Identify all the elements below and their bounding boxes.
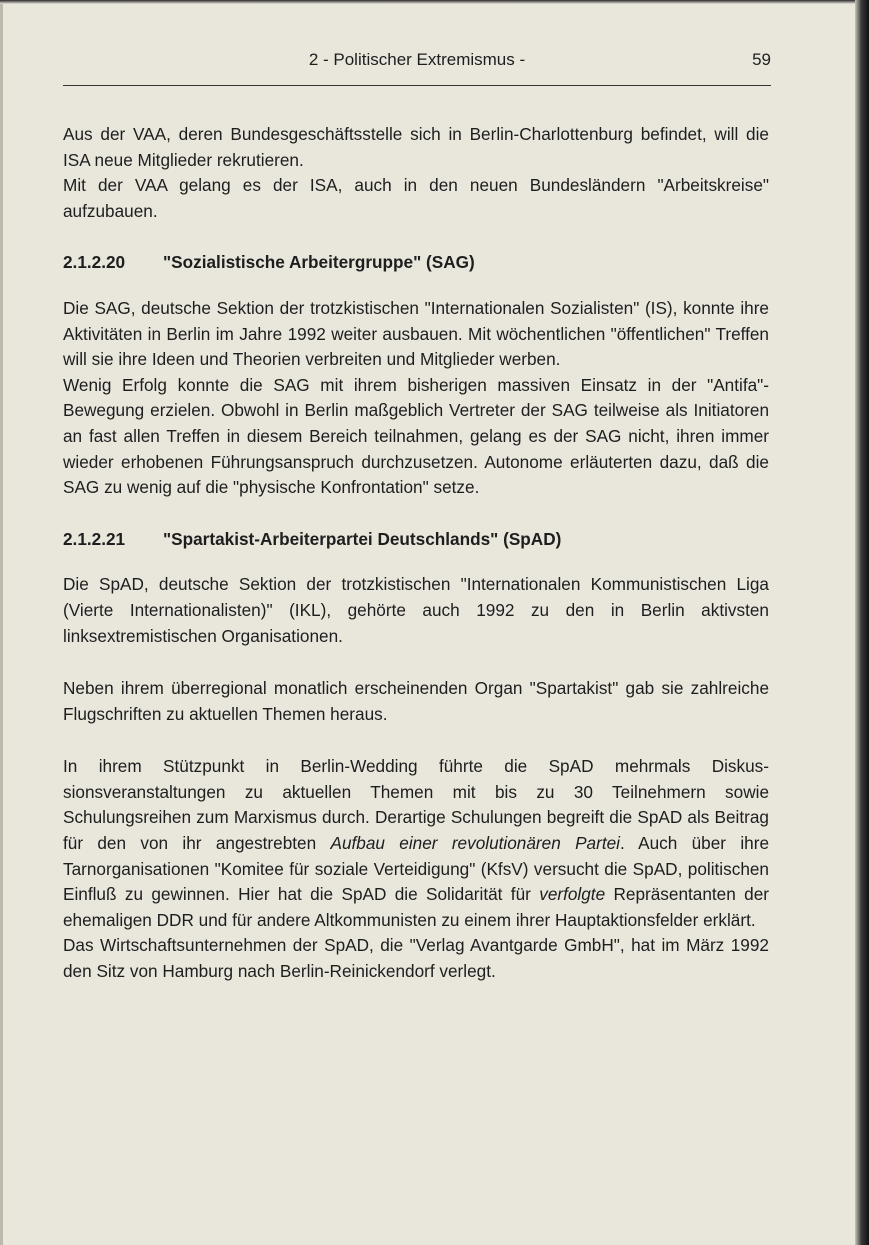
spacer bbox=[63, 276, 769, 296]
page-number: 59 bbox=[752, 50, 771, 69]
spad-paragraph-4: Das Wirtschaftsunternehmen der SpAD, die "Verlag Avantgarde GmbH", hat im März 1992 den Sitz von Hamburg nach Berlin-Reinickendorf verlegt. bbox=[63, 935, 769, 982]
document-body bbox=[63, 122, 769, 985]
text-run: . Auch über ihre Tarnorganisationen "Komitee für soziale Verteidigung" (KfsV) versucht die SpAD, politischen Einfluß zu gewinnen. Hier hat die SpAD die Solidarität für bbox=[63, 833, 770, 905]
running-title: 2 - Politischer Extremismus - bbox=[308, 50, 526, 69]
scan-edge-right bbox=[855, 0, 869, 1245]
spacer bbox=[63, 649, 769, 676]
spad-paragraph-1: Die SpAD, deutsche Sektion der trotzkistischen "Internationalen Kommunistischen Liga (Vierte Internationalisten)" (IKL), gehörte auch 1992 zu den in Berlin aktivsten linksextremistischen Organisationen. bbox=[63, 574, 769, 646]
spacer bbox=[63, 727, 769, 754]
scan-edge-top bbox=[0, 0, 869, 4]
section-heading-spad bbox=[63, 527, 769, 553]
spacer bbox=[63, 501, 769, 527]
section-title: "Sozialistische Arbeitergruppe" (SAG) bbox=[163, 252, 475, 273]
section-title: "Spartakist-Arbeiterpartei Deutschlands" (SpAD) bbox=[163, 528, 562, 549]
text-run: In ihrem Stützpunkt in Berlin-Wedding führte die SpAD mehrmals Diskussionsveranstaltungen zu aktuellen Themen mit bis zu 30 Teilnehmern sowie Schulungsreihen zum Marxismus durch. Derartige Schulungen begreift die SpAD als Beitrag für den von ihr angestrebten bbox=[63, 756, 769, 854]
section-number: 2.1.2.20 bbox=[63, 252, 126, 273]
sag-paragraph-2: Wenig Erfolg konnte die SAG mit ihrem bisherigen massiven Einsatz in der "Antifa"-Bewegung erzielen. Obwohl in Berlin maßgeblich Vertreter der SAG teilweise als Initiatoren an fast allen Treffen in diesem Bereich teilnahmen, gelang es der SAG nicht, ihren immer wieder erhobenen Führungsanspruch durchzusetzen. Autonome erläuterten dazu, daß die SAG zu wenig auf die "physische Konfrontation" setze. bbox=[63, 374, 769, 498]
spad-paragraph-2: Neben ihrem überregional monatlich erscheinenden Organ "Spartakist" gab sie zahlreiche Flugschriften zu aktuellen Themen heraus. bbox=[63, 678, 769, 724]
intro-paragraph-2: Mit der VAA gelang es der ISA, auch in den neuen Bundesländern "Arbeitskreise" aufzubauen. bbox=[63, 175, 769, 221]
intro-paragraph-1: Aus der VAA, deren Bundesgeschäftsstelle sich in Berlin-Charlottenburg befindet, will die ISA neue Mitglieder rekrutieren. bbox=[63, 124, 769, 170]
spacer bbox=[63, 552, 769, 572]
scan-edge-left bbox=[0, 0, 3, 1245]
spad-paragraph-3 bbox=[63, 754, 769, 933]
section-heading-sag bbox=[63, 250, 769, 276]
spacer bbox=[63, 224, 769, 250]
emphasis-text: Aufbau einer revolutionären Partei bbox=[330, 833, 620, 854]
text-run: Repräsentanten der ehemaligen DDR und für andere Altkommunisten zu einem ihrer Hauptaktionsfelder erklärt. bbox=[63, 884, 770, 930]
section-number: 2.1.2.21 bbox=[63, 528, 126, 549]
emphasis-text: verfolgte bbox=[539, 884, 606, 905]
sag-paragraph-1: Die SAG, deutsche Sektion der trotzkistischen "Internationalen Sozialisten" (IS), konnte ihre Aktivitäten in Berlin im Jahre 1992 weiter ausbauen. Mit wöchentlichen "öffentlichen" Treffen will sie ihre Ideen und Theorien verbreiten und Mitglieder werben. bbox=[63, 297, 769, 370]
header-rule bbox=[63, 85, 771, 86]
running-header bbox=[63, 48, 771, 74]
